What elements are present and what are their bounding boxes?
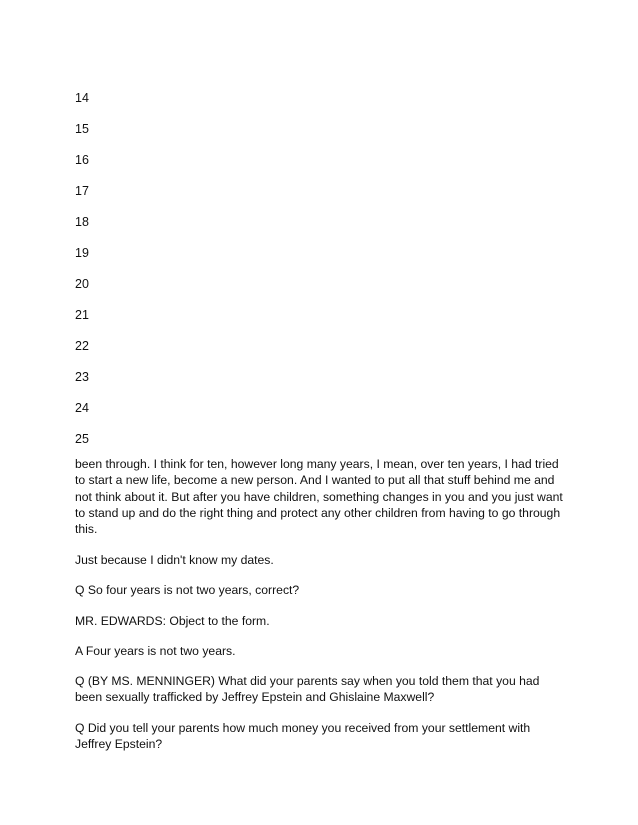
transcript-body [75, 456, 565, 766]
line-number: 21 [75, 308, 89, 322]
question-paragraph: Q Did you tell your parents how much money you received from your settlement with Jeffrey Epstein? [75, 720, 531, 752]
question-paragraph: Q (BY MS. MENNINGER) What did your parents say when you told them that you had been sexually trafficked by Jeffrey Epstein and Ghislaine Maxwell? [75, 674, 540, 705]
line-number: 18 [75, 215, 89, 229]
line-number: 16 [75, 153, 89, 167]
line-number: 19 [75, 246, 89, 260]
line-number-column [75, 89, 135, 461]
line-number: 24 [75, 401, 89, 415]
testimony-paragraph: been through. I think for ten, however long many years, I mean, over ten years, I had tried to start a new life, become a new person. And I wanted to put all that stuff behind me and not think about it. But after you have children, something changes in you and you just want to stand up and do the right thing and protect any other children from having to go through this. [75, 457, 563, 537]
testimony-paragraph: Just because I didn't know my dates. [75, 552, 274, 567]
line-number: 25 [75, 432, 89, 446]
line-number: 20 [75, 277, 89, 291]
line-number: 23 [75, 370, 89, 384]
answer-paragraph: A Four years is not two years. [75, 643, 236, 658]
question-paragraph: Q So four years is not two years, correct? [75, 583, 300, 598]
line-number: 15 [75, 122, 89, 136]
line-number: 17 [75, 184, 89, 198]
line-number: 14 [75, 91, 89, 105]
objection-paragraph: MR. EDWARDS: Object to the form. [75, 613, 270, 628]
line-number: 22 [75, 339, 89, 353]
